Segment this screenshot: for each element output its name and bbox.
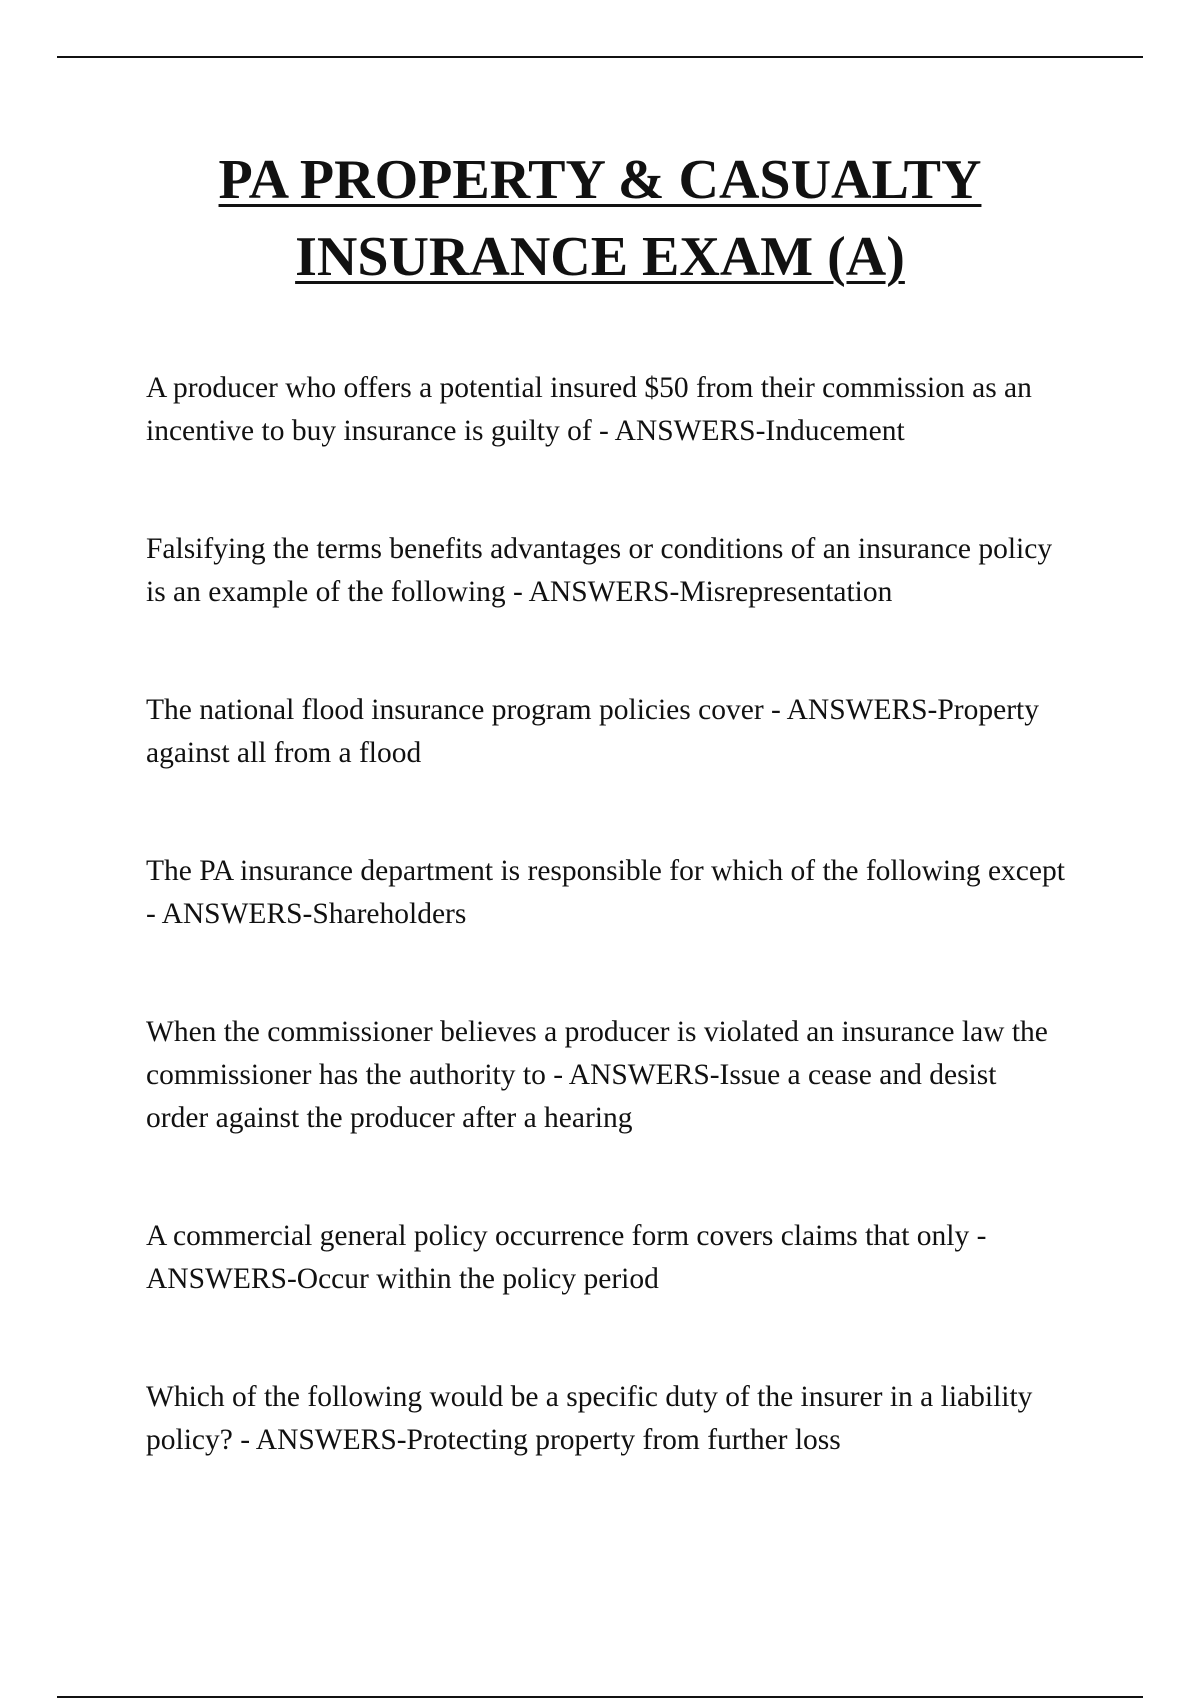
qa-item-6: A commercial general policy occurrence form covers claims that only - ANSWERS-Occur within the policy period xyxy=(146,1220,987,1295)
page-title xyxy=(0,142,1200,296)
qa-item-4: The PA insurance department is responsible for which of the following except - ANSWERS-Shareholders xyxy=(146,855,1065,930)
qa-item-1: A producer who offers a potential insured $50 from their commission as an incentive to buy insurance is guilty of - ANSWERS-Inducement xyxy=(146,372,1032,447)
top-divider xyxy=(57,56,1143,58)
qa-item-5: When the commissioner believes a producer is violated an insurance law the commissioner has the authority to - ANSWERS-Issue a cease and desist order against the producer after a hearing xyxy=(146,1016,1048,1134)
qa-list xyxy=(146,367,1066,1537)
qa-item-7: Which of the following would be a specific duty of the insurer in a liability policy? - ANSWERS-Protecting property from further loss xyxy=(146,1381,1033,1456)
qa-item-3: The national flood insurance program policies cover - ANSWERS-Property against all from a flood xyxy=(146,694,1039,769)
bottom-divider xyxy=(57,1696,1143,1698)
title-line-1: PA PROPERTY & CASUALTY xyxy=(218,149,982,211)
qa-item-2: Falsifying the terms benefits advantages or conditions of an insurance policy is an example of the following - ANSWERS-Misrepresentation xyxy=(146,533,1053,608)
title-line-2: INSURANCE EXAM (A) xyxy=(295,226,905,288)
